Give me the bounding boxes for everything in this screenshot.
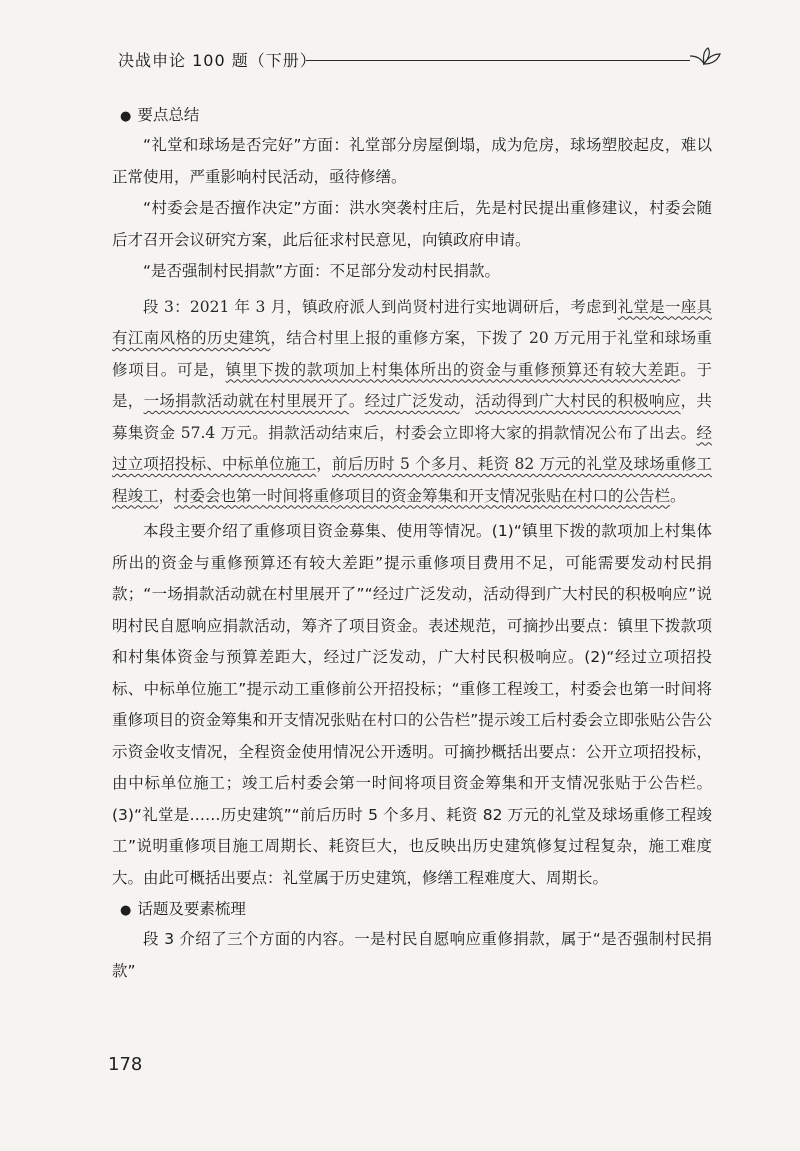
topics-paragraph: 段 3 介绍了三个方面的内容。一是村民自愿响应重修捐款，属于“是否强制村民捐款” <box>112 930 712 980</box>
page-content <box>112 100 712 987</box>
excerpt-underlined: 经过立项招投标、中标单位施工 <box>112 423 712 473</box>
summary-point-2: “村委会是否擅作决定”方面：洪水突袭村庄后，先是村民提出重修建议，村委会随后才召开会议研究方案，此后征求村民意见，向镇政府申请。 <box>112 199 712 249</box>
excerpt-text: 。于是， <box>112 360 712 410</box>
excerpt-text: 。 <box>348 392 365 410</box>
bullet-dot-icon: ● <box>120 903 132 918</box>
header-rule <box>306 60 690 61</box>
running-header <box>118 42 718 72</box>
excerpt-text: ，共募集资金 57.4 万元。捐款活动结束后，村委会立即将大家的捐款情况公布了出去。 <box>112 392 712 442</box>
excerpt-underlined: 礼堂是一座具有江南风格的历史建筑 <box>112 297 712 347</box>
excerpt-text: ，结合村里上报的重修方案，下拨了 20 万元用于礼堂和球场重修项目。可是， <box>112 329 712 379</box>
page-number: 178 <box>108 1054 143 1075</box>
excerpt-underlined: 前后历时 5 个多月、耗资 82 万元的礼堂及球场重修工程竣工 <box>112 455 712 505</box>
excerpt-underlined: 村委会也第一时间将重修项目的资金筹集和开支情况张贴在村口的公告栏 <box>174 486 671 505</box>
excerpt-underlined: 活动得到广大村民的积极响应 <box>475 392 681 410</box>
excerpt-text: 。 <box>670 486 686 505</box>
excerpt-underlined: 镇里下拨的款项加上村集体所出的资金与重修预算还有较大差距 <box>225 360 681 379</box>
book-title: 决战申论 100 题（下册） <box>118 51 317 70</box>
excerpt-underlined: 一场捐款活动就在村里展开了 <box>143 392 349 410</box>
analysis-paragraph: 本段主要介绍了重修项目资金募集、使用等情况。(1)“镇里下拨的款项加上村集体所出的资金与重修预算还有较大差距”提示重修项目费用不足，可能需要发动村民捐款；“一场捐款活动就在村里展开了”“经过广泛发动，活动得到广大村民的积极响应”说明村民自愿响应捐款活动，筹齐了项目资金。表述规范，可摘抄出要点：镇里下拨款项和村集体资金与预算差距大，经过广泛发动，广大村民积极响应。(2)“经过立项招投标、中标单位施工”提示动工重修前公开招投标；“重修工程竣工，村委会也第一时间将重修项目的资金筹集和开支情况张贴在村口的公告栏”提示竣工后村委会立即张贴公告公示资金收支情况，全程资金使用情况公开透明。可摘抄概括出要点：公开立项招投标，由中标单位施工；竣工后村委会第一时间将项目资金筹集和开支情况张贴于公告栏。(3)“礼堂是……历史建筑”“前后历时 5 个多月、耗资 82 万元的礼堂及球场重修工程竣工”说明重修项目施工周期长、耗资巨大，也反映出历史建筑修复过程复杂，施工难度大。由此可概括出要点：礼堂属于历史建筑，修缮工程难度大、周期长。 <box>112 522 712 887</box>
excerpt-text: ， <box>459 392 476 410</box>
section-heading-summary <box>112 100 712 130</box>
excerpt-paragraph-3 <box>112 292 712 513</box>
excerpt-text: ， <box>158 486 175 505</box>
excerpt-underlined: 经过广泛发动 <box>364 392 460 410</box>
heading-text: 话题及要素梳理 <box>137 900 246 918</box>
excerpt-text: 段 3：2021 年 3 月，镇政府派人到尚贤村进行实地调研后，考虑到 <box>143 297 618 316</box>
bullet-dot-icon: ● <box>120 109 132 124</box>
summary-point-3: “是否强制村民捐款”方面：不足部分发动村民捐款。 <box>143 262 501 280</box>
summary-point-1: “礼堂和球场是否完好”方面：礼堂部分房屋倒塌，成为危房，球场塑胶起皮，难以正常使用，严重影响村民活动，亟待修缮。 <box>112 136 712 186</box>
section-heading-topics <box>112 894 712 924</box>
sprout-icon <box>688 42 722 70</box>
heading-text: 要点总结 <box>137 106 200 124</box>
excerpt-text: ， <box>316 455 333 473</box>
